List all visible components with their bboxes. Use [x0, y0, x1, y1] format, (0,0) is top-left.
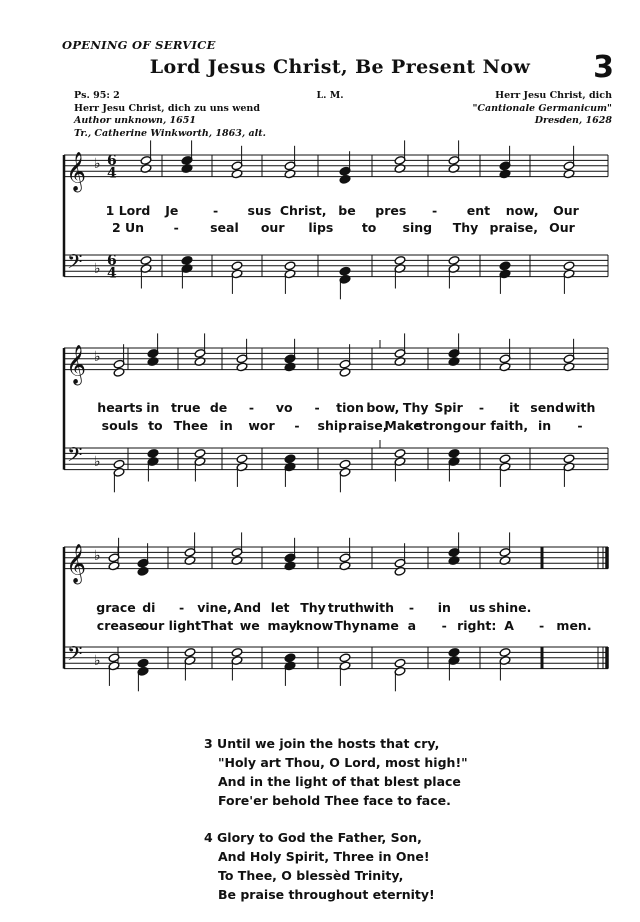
flat-icon: ♭ [94, 454, 101, 471]
lyric-syllable: our [260, 220, 285, 235]
lyric-syllable: know [295, 618, 334, 633]
lyric-syllable: - [314, 400, 320, 415]
author-credit: Author unknown, 1651 [74, 115, 197, 126]
lyric-syllable: Our [553, 203, 579, 218]
lyric-syllable: raise, [347, 418, 388, 433]
lyric-syllable: to [361, 220, 377, 235]
lyric-syllable: to [148, 418, 163, 433]
lyric-syllable: ship [317, 418, 348, 433]
note-head [563, 362, 575, 372]
lyric-syllable: be [338, 203, 356, 218]
treble-clef-icon: 𝄞 [66, 344, 87, 385]
note-head [394, 566, 406, 576]
lyric-line [0, 203, 640, 219]
original-title: Herr Jesu Christ, dich zu uns wend [74, 102, 260, 114]
lyric-syllable: And [233, 600, 262, 615]
lyric-syllable: in [146, 400, 160, 415]
lyric-syllable: Spir [434, 400, 463, 415]
note-head [184, 647, 196, 657]
note-head [140, 255, 152, 265]
lyric-syllable: tion [336, 400, 364, 415]
lyric-syllable: vo [275, 400, 293, 415]
lyric-syllable: de [209, 400, 228, 415]
tune-source: "Cantionale Germanicum" [472, 102, 612, 114]
lyric-syllable: with [363, 600, 395, 615]
bass-clef-icon: 𝄢 [67, 250, 83, 279]
note-head [113, 367, 125, 377]
lyric-syllable: - [173, 220, 179, 235]
note-head [236, 454, 248, 464]
flat-icon: ♭ [94, 261, 101, 278]
lyric-syllable: Thy [334, 618, 360, 633]
time-signature: 6 [107, 152, 117, 169]
verse-line: And in the light of that blest place [218, 774, 461, 789]
lyric-syllable: in [437, 600, 451, 615]
lyric-line [0, 220, 640, 236]
lyric-syllable: pres [375, 203, 407, 218]
lyric-syllable: in [219, 418, 233, 433]
verse-line: And Holy Spirit, Three in One! [218, 849, 430, 864]
verse-4 [204, 828, 468, 904]
flat-icon: ♭ [94, 155, 101, 172]
lyric-syllable: lips [308, 220, 334, 235]
lyric-syllable: may [267, 618, 297, 633]
note-head [339, 561, 351, 571]
lyric-syllable: Je [165, 203, 179, 218]
lyric-syllable: right: [457, 618, 497, 633]
lyric-syllable: true [170, 400, 201, 415]
time-signature: 4 [107, 265, 117, 282]
bass-clef-icon: 𝄢 [67, 443, 83, 472]
note-head [194, 448, 206, 458]
flat-icon: ♭ [94, 653, 101, 670]
tune-name: Herr Jesu Christ, dich [495, 90, 612, 101]
note-head [184, 556, 196, 566]
lyric-syllable: souls [101, 418, 139, 433]
additional-verses [204, 734, 468, 922]
lyric-line [0, 400, 640, 416]
bass-clef-icon: 𝄢 [67, 642, 83, 671]
note-head [231, 261, 243, 271]
lyric-syllable: sing [402, 220, 433, 235]
lyric-syllable: That [201, 618, 234, 633]
lyric-syllable: Our [549, 220, 575, 235]
time-signature: 6 [107, 252, 117, 269]
translator-credit: Tr., Catherine Winkworth, 1863, alt. [74, 127, 266, 139]
lyric-syllable: - [538, 618, 545, 633]
note-head [563, 169, 575, 179]
note-head [563, 454, 575, 464]
hymn-number: 3 [593, 50, 614, 85]
lyric-syllable: di [142, 600, 156, 615]
note-head [137, 658, 149, 668]
lyric-syllable: Thy [452, 220, 479, 235]
lyric-line [0, 600, 640, 616]
lyric-syllable: shine. [488, 600, 532, 615]
note-head [499, 169, 511, 179]
verse-line: 3 Until we join the hosts that cry, [204, 736, 440, 751]
hymn-title: Lord Jesus Christ, Be Present Now [149, 56, 531, 78]
lyric-syllable: send [530, 400, 565, 415]
note-head [499, 647, 511, 657]
note-head [448, 164, 460, 174]
lyric-syllable: vine, [197, 600, 232, 615]
lyric-syllable: crease [96, 618, 144, 633]
note-head [394, 164, 406, 174]
lyric-syllable: sus [247, 203, 272, 218]
note-head [448, 357, 460, 367]
note-head [499, 454, 511, 464]
note-head [339, 459, 351, 469]
lyric-line [0, 618, 640, 634]
lyric-syllable: - [408, 600, 415, 615]
note-head [147, 357, 159, 367]
lyric-syllable: name [360, 618, 399, 633]
note-head [181, 164, 193, 174]
section-label: OPENING OF SERVICE [62, 38, 216, 52]
lyric-syllable: men. [556, 618, 592, 633]
lyric-syllable: - [431, 203, 438, 218]
flat-icon: ♭ [94, 547, 101, 564]
verse-3 [204, 734, 468, 810]
lyric-syllable: - [478, 400, 485, 415]
lyric-syllable: hearts [97, 400, 143, 415]
flat-icon: ♭ [94, 348, 101, 365]
lyric-syllable: faith, [490, 418, 529, 433]
lyric-syllable: praise, [489, 220, 539, 235]
treble-clef-icon: 𝄞 [66, 543, 87, 584]
lyric-syllable: we [239, 618, 260, 633]
lyric-syllable: truth [327, 600, 364, 615]
lyric-syllable: - [577, 418, 583, 433]
note-head [448, 647, 460, 657]
note-head [394, 255, 406, 265]
note-head [563, 261, 575, 271]
lyric-syllable: Thy [402, 400, 429, 415]
tune-date: Dresden, 1628 [534, 115, 612, 126]
scripture-reference: Ps. 95: 2 [74, 90, 120, 101]
lyric-syllable: in [538, 418, 552, 433]
verse-line: Be praise throughout eternity! [218, 887, 435, 902]
lyric-syllable: - [294, 418, 300, 433]
lyric-syllable: us [468, 600, 486, 615]
note-head [231, 169, 243, 179]
note-head [284, 261, 296, 271]
lyric-syllable: grace [96, 600, 136, 615]
lyric-syllable: bow, [366, 400, 400, 415]
note-head [448, 448, 460, 458]
lyric-syllable: let [270, 600, 290, 615]
note-head [137, 566, 149, 576]
note-head [339, 174, 351, 184]
note-head [284, 454, 296, 464]
lyric-syllable: our [140, 618, 165, 633]
note-head [499, 362, 511, 372]
note-head [194, 357, 206, 367]
note-head [284, 653, 296, 663]
lyric-syllable: light [168, 618, 202, 633]
note-head [394, 658, 406, 668]
note-head [448, 255, 460, 265]
lyric-line [0, 418, 640, 434]
note-head [284, 362, 296, 372]
lyric-syllable: Thy [300, 600, 326, 615]
treble-clef-icon: 𝄞 [66, 151, 87, 192]
lyric-syllable: strong [415, 418, 462, 433]
note-head [284, 561, 296, 571]
lyric-syllable: Make [384, 418, 422, 433]
note-head [394, 357, 406, 367]
note-head [339, 266, 351, 276]
verse-line: To Thee, O blessèd Trinity, [218, 868, 404, 883]
note-head [231, 647, 243, 657]
lyric-syllable: 1 Lord [105, 203, 151, 218]
lyric-syllable: with [564, 400, 596, 415]
note-head [284, 169, 296, 179]
lyric-syllable: 2 Un [111, 220, 145, 235]
note-head [140, 164, 152, 174]
lyric-syllable: wor [248, 418, 275, 433]
lyric-syllable: it [509, 400, 520, 415]
note-head [236, 362, 248, 372]
lyric-syllable: - [212, 203, 219, 218]
lyric-syllable: a [407, 618, 417, 633]
time-signature: 4 [107, 165, 117, 182]
lyric-syllable: Christ, [279, 203, 327, 218]
lyric-syllable: seal [210, 220, 239, 235]
lyric-syllable: - [441, 618, 447, 633]
note-head [499, 261, 511, 271]
verse-line: 4 Glory to God the Father, Son, [204, 830, 422, 845]
note-head [108, 561, 120, 571]
note-head [339, 367, 351, 377]
verse-line: Fore'er behold Thee face to face. [218, 793, 451, 808]
lyric-syllable: now, [505, 203, 539, 218]
meter: L. M. [316, 90, 344, 101]
lyric-syllable: our [462, 418, 486, 433]
note-head [147, 448, 159, 458]
lyric-syllable: ent [466, 203, 491, 218]
note-head [231, 556, 243, 566]
lyric-syllable: - [179, 600, 185, 615]
note-head [339, 653, 351, 663]
note-head [394, 448, 406, 458]
note-head [448, 556, 460, 566]
verse-line: "Holy art Thou, O Lord, most high!" [218, 755, 468, 770]
note-head [499, 556, 511, 566]
note-head [181, 255, 193, 265]
note-head [113, 459, 125, 469]
lyric-syllable: Thee [173, 418, 208, 433]
lyric-syllable: A [504, 618, 514, 633]
lyric-syllable: - [248, 400, 255, 415]
